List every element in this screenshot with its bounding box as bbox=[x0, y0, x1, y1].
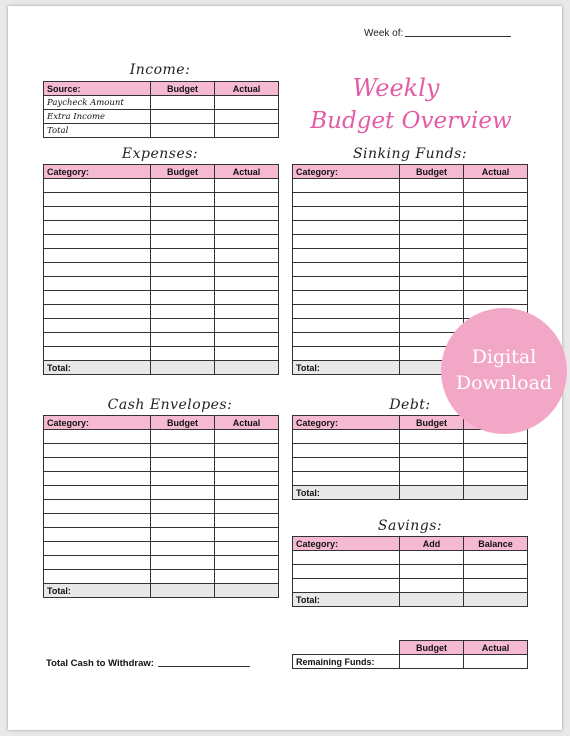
table-cell[interactable] bbox=[151, 277, 215, 291]
table-cell[interactable] bbox=[464, 179, 528, 193]
table-cell[interactable] bbox=[293, 291, 400, 305]
income-cell[interactable] bbox=[151, 124, 215, 138]
table-cell[interactable] bbox=[293, 551, 400, 565]
table-cell[interactable] bbox=[464, 235, 528, 249]
table-cell[interactable] bbox=[464, 193, 528, 207]
table-cell[interactable] bbox=[215, 542, 279, 556]
table-cell[interactable] bbox=[215, 277, 279, 291]
table-cell[interactable] bbox=[151, 291, 215, 305]
remaining-funds-label: Remaining Funds: bbox=[293, 655, 400, 669]
income-cell[interactable] bbox=[215, 110, 279, 124]
table-cell[interactable] bbox=[400, 430, 464, 444]
cash-col-budget: Budget bbox=[151, 416, 215, 430]
table-cell[interactable] bbox=[44, 542, 151, 556]
table-cell[interactable] bbox=[293, 458, 400, 472]
week-of-label: Week of: bbox=[364, 28, 404, 39]
table-row bbox=[44, 486, 279, 500]
savings-col-category: Category: bbox=[293, 537, 400, 551]
table-cell[interactable] bbox=[464, 472, 528, 486]
table-row bbox=[293, 221, 528, 235]
table-row bbox=[44, 179, 279, 193]
table-cell[interactable] bbox=[293, 319, 400, 333]
table-row bbox=[293, 291, 528, 305]
table-cell[interactable] bbox=[400, 305, 464, 319]
table-cell[interactable] bbox=[215, 514, 279, 528]
table-cell[interactable] bbox=[215, 472, 279, 486]
sinking-header-row bbox=[293, 165, 528, 179]
expenses-total-budget[interactable] bbox=[151, 361, 215, 375]
table-cell[interactable] bbox=[44, 221, 151, 235]
expenses-total-row bbox=[44, 361, 279, 375]
sinking-col-budget: Budget bbox=[400, 165, 464, 179]
table-cell[interactable] bbox=[215, 347, 279, 361]
table-cell[interactable] bbox=[151, 542, 215, 556]
table-cell[interactable] bbox=[151, 263, 215, 277]
table-cell[interactable] bbox=[44, 207, 151, 221]
table-cell[interactable] bbox=[44, 319, 151, 333]
cash-withdraw-label: Total Cash to Withdraw: bbox=[46, 658, 154, 669]
table-cell[interactable] bbox=[151, 207, 215, 221]
table-cell[interactable] bbox=[215, 207, 279, 221]
cash-envelopes-table bbox=[43, 415, 279, 598]
debt-total-actual[interactable] bbox=[464, 486, 528, 500]
table-row bbox=[44, 500, 279, 514]
debt-col-budget: Budget bbox=[400, 416, 464, 430]
income-col-actual: Actual bbox=[215, 82, 279, 96]
table-cell[interactable] bbox=[400, 179, 464, 193]
table-cell[interactable] bbox=[151, 221, 215, 235]
table-cell[interactable] bbox=[151, 458, 215, 472]
income-cell[interactable] bbox=[215, 96, 279, 110]
income-cell[interactable] bbox=[215, 124, 279, 138]
table-row bbox=[293, 565, 528, 579]
table-row bbox=[293, 193, 528, 207]
table-row bbox=[293, 179, 528, 193]
table-cell[interactable] bbox=[44, 472, 151, 486]
table-row bbox=[44, 333, 279, 347]
remaining-actual-cell[interactable] bbox=[464, 655, 528, 669]
table-cell[interactable] bbox=[44, 235, 151, 249]
table-cell[interactable] bbox=[44, 458, 151, 472]
remaining-funds-table bbox=[292, 640, 528, 669]
table-cell[interactable] bbox=[44, 249, 151, 263]
table-cell[interactable] bbox=[293, 207, 400, 221]
savings-total-label: Total: bbox=[293, 593, 400, 607]
week-of-field[interactable] bbox=[364, 27, 511, 39]
table-cell[interactable] bbox=[44, 556, 151, 570]
table-cell[interactable] bbox=[464, 579, 528, 593]
table-cell[interactable] bbox=[215, 458, 279, 472]
table-cell[interactable] bbox=[400, 319, 464, 333]
table-cell[interactable] bbox=[215, 193, 279, 207]
income-row-label: Paycheck Amount bbox=[44, 96, 151, 110]
table-cell[interactable] bbox=[44, 444, 151, 458]
remaining-blank-cell bbox=[293, 641, 400, 655]
table-cell[interactable] bbox=[151, 305, 215, 319]
income-row-label: Total bbox=[44, 124, 151, 138]
table-cell[interactable] bbox=[293, 305, 400, 319]
badge-line-2: Download bbox=[455, 372, 553, 394]
remaining-row bbox=[293, 655, 528, 669]
table-cell[interactable] bbox=[293, 179, 400, 193]
table-cell[interactable] bbox=[44, 430, 151, 444]
table-cell[interactable] bbox=[400, 579, 464, 593]
table-cell[interactable] bbox=[293, 277, 400, 291]
table-row bbox=[44, 193, 279, 207]
table-row bbox=[293, 277, 528, 291]
table-row bbox=[44, 556, 279, 570]
table-row bbox=[293, 235, 528, 249]
table-cell[interactable] bbox=[151, 528, 215, 542]
table-cell[interactable] bbox=[293, 430, 400, 444]
cash-total-row bbox=[44, 584, 279, 598]
savings-total-add[interactable] bbox=[400, 593, 464, 607]
savings-col-add: Add bbox=[400, 537, 464, 551]
table-row bbox=[44, 542, 279, 556]
expenses-heading: Expenses: bbox=[121, 146, 199, 162]
table-cell[interactable] bbox=[400, 444, 464, 458]
debt-total-label: Total: bbox=[293, 486, 400, 500]
table-cell[interactable] bbox=[215, 263, 279, 277]
table-row bbox=[293, 579, 528, 593]
table-cell[interactable] bbox=[293, 472, 400, 486]
income-heading: Income: bbox=[129, 62, 191, 78]
cash-withdraw-line bbox=[158, 657, 250, 667]
sinking-funds-heading: Sinking Funds: bbox=[352, 146, 468, 162]
expenses-col-category: Category: bbox=[44, 165, 151, 179]
expenses-col-actual: Actual bbox=[215, 165, 279, 179]
table-cell[interactable] bbox=[215, 179, 279, 193]
table-cell[interactable] bbox=[293, 193, 400, 207]
table-cell[interactable] bbox=[464, 458, 528, 472]
income-table bbox=[43, 81, 279, 138]
table-cell[interactable] bbox=[44, 277, 151, 291]
table-row bbox=[44, 249, 279, 263]
debt-total-row bbox=[293, 486, 528, 500]
cash-total-actual[interactable] bbox=[215, 584, 279, 598]
expenses-header-row bbox=[44, 165, 279, 179]
table-cell[interactable] bbox=[293, 235, 400, 249]
table-cell[interactable] bbox=[151, 179, 215, 193]
title-weekly: Weekly bbox=[352, 74, 440, 102]
table-cell[interactable] bbox=[151, 472, 215, 486]
cash-withdraw-field[interactable] bbox=[46, 657, 250, 669]
table-cell[interactable] bbox=[151, 193, 215, 207]
digital-download-badge bbox=[441, 308, 567, 434]
savings-total-balance[interactable] bbox=[464, 593, 528, 607]
remaining-col-budget: Budget bbox=[400, 641, 464, 655]
table-row bbox=[44, 263, 279, 277]
table-cell[interactable] bbox=[464, 551, 528, 565]
table-cell[interactable] bbox=[400, 458, 464, 472]
table-cell[interactable] bbox=[151, 570, 215, 584]
table-row bbox=[44, 221, 279, 235]
table-row bbox=[44, 514, 279, 528]
remaining-budget-cell[interactable] bbox=[400, 655, 464, 669]
table-cell[interactable] bbox=[464, 221, 528, 235]
sinking-col-category: Category: bbox=[293, 165, 400, 179]
table-row bbox=[293, 444, 528, 458]
table-row bbox=[44, 207, 279, 221]
table-row bbox=[44, 305, 279, 319]
table-cell[interactable] bbox=[151, 514, 215, 528]
income-col-source: Source: bbox=[44, 82, 151, 96]
expenses-total-label: Total: bbox=[44, 361, 151, 375]
table-cell[interactable] bbox=[215, 305, 279, 319]
table-row bbox=[293, 263, 528, 277]
table-cell[interactable] bbox=[44, 514, 151, 528]
table-cell[interactable] bbox=[400, 249, 464, 263]
cash-total-budget[interactable] bbox=[151, 584, 215, 598]
table-cell[interactable] bbox=[400, 263, 464, 277]
sinking-col-actual: Actual bbox=[464, 165, 528, 179]
table-row bbox=[44, 347, 279, 361]
debt-total-budget[interactable] bbox=[400, 486, 464, 500]
expenses-table bbox=[43, 164, 279, 375]
table-cell[interactable] bbox=[400, 291, 464, 305]
table-cell[interactable] bbox=[400, 221, 464, 235]
remaining-header-row bbox=[293, 641, 528, 655]
table-cell[interactable] bbox=[215, 319, 279, 333]
table-cell[interactable] bbox=[215, 430, 279, 444]
expenses-total-actual[interactable] bbox=[215, 361, 279, 375]
table-row bbox=[44, 570, 279, 584]
table-cell[interactable] bbox=[215, 570, 279, 584]
table-cell[interactable] bbox=[44, 486, 151, 500]
cash-envelopes-heading: Cash Envelopes: bbox=[107, 397, 233, 413]
table-cell[interactable] bbox=[44, 347, 151, 361]
income-cell[interactable] bbox=[151, 110, 215, 124]
table-cell[interactable] bbox=[464, 263, 528, 277]
table-row bbox=[293, 207, 528, 221]
table-row bbox=[44, 235, 279, 249]
table-cell[interactable] bbox=[400, 551, 464, 565]
savings-total-row bbox=[293, 593, 528, 607]
table-row bbox=[44, 277, 279, 291]
table-cell[interactable] bbox=[151, 556, 215, 570]
table-cell[interactable] bbox=[293, 333, 400, 347]
table-row bbox=[293, 551, 528, 565]
table-cell[interactable] bbox=[215, 444, 279, 458]
table-cell[interactable] bbox=[44, 291, 151, 305]
table-cell[interactable] bbox=[215, 249, 279, 263]
cash-header-row bbox=[44, 416, 279, 430]
table-cell[interactable] bbox=[44, 305, 151, 319]
table-row bbox=[44, 319, 279, 333]
table-cell[interactable] bbox=[400, 565, 464, 579]
debt-col-category: Category: bbox=[293, 416, 400, 430]
table-row bbox=[293, 249, 528, 263]
table-cell[interactable] bbox=[464, 207, 528, 221]
table-cell[interactable] bbox=[293, 249, 400, 263]
income-row-extra bbox=[44, 110, 279, 124]
table-cell[interactable] bbox=[44, 528, 151, 542]
table-cell[interactable] bbox=[400, 277, 464, 291]
table-row bbox=[44, 528, 279, 542]
table-cell[interactable] bbox=[464, 249, 528, 263]
table-cell[interactable] bbox=[293, 221, 400, 235]
table-cell[interactable] bbox=[44, 179, 151, 193]
savings-header-row bbox=[293, 537, 528, 551]
table-cell[interactable] bbox=[400, 235, 464, 249]
savings-col-balance: Balance bbox=[464, 537, 528, 551]
expenses-col-budget: Budget bbox=[151, 165, 215, 179]
week-of-line bbox=[405, 27, 511, 37]
remaining-col-actual: Actual bbox=[464, 641, 528, 655]
table-cell[interactable] bbox=[44, 263, 151, 277]
income-cell[interactable] bbox=[151, 96, 215, 110]
table-cell[interactable] bbox=[400, 207, 464, 221]
table-cell[interactable] bbox=[215, 291, 279, 305]
table-cell[interactable] bbox=[215, 556, 279, 570]
table-cell[interactable] bbox=[151, 347, 215, 361]
table-cell[interactable] bbox=[293, 579, 400, 593]
table-cell[interactable] bbox=[215, 333, 279, 347]
table-row bbox=[44, 430, 279, 444]
table-cell[interactable] bbox=[151, 444, 215, 458]
table-cell[interactable] bbox=[400, 472, 464, 486]
income-row-paycheck bbox=[44, 96, 279, 110]
table-cell[interactable] bbox=[215, 235, 279, 249]
table-cell[interactable] bbox=[44, 500, 151, 514]
table-cell[interactable] bbox=[464, 291, 528, 305]
table-cell[interactable] bbox=[151, 319, 215, 333]
table-cell[interactable] bbox=[293, 347, 400, 361]
table-cell[interactable] bbox=[215, 528, 279, 542]
table-cell[interactable] bbox=[293, 565, 400, 579]
income-row-total bbox=[44, 124, 279, 138]
badge-line-1: Digital bbox=[471, 346, 537, 368]
table-cell[interactable] bbox=[151, 430, 215, 444]
table-cell[interactable] bbox=[400, 193, 464, 207]
table-cell[interactable] bbox=[293, 263, 400, 277]
table-row bbox=[44, 444, 279, 458]
table-cell[interactable] bbox=[215, 486, 279, 500]
table-row bbox=[44, 458, 279, 472]
income-col-budget: Budget bbox=[151, 82, 215, 96]
table-cell[interactable] bbox=[151, 486, 215, 500]
table-cell[interactable] bbox=[151, 333, 215, 347]
cash-col-category: Category: bbox=[44, 416, 151, 430]
savings-heading: Savings: bbox=[377, 518, 443, 534]
table-row bbox=[293, 472, 528, 486]
table-cell[interactable] bbox=[151, 500, 215, 514]
title-budget-overview: Budget Overview bbox=[310, 108, 512, 134]
cash-col-actual: Actual bbox=[215, 416, 279, 430]
table-cell[interactable] bbox=[215, 500, 279, 514]
table-cell[interactable] bbox=[464, 444, 528, 458]
income-row-label: Extra Income bbox=[44, 110, 151, 124]
table-row bbox=[44, 472, 279, 486]
sinking-total-label: Total: bbox=[293, 361, 400, 375]
income-header-row bbox=[44, 82, 279, 96]
debt-heading: Debt: bbox=[389, 397, 431, 413]
table-cell[interactable] bbox=[293, 444, 400, 458]
table-cell[interactable] bbox=[151, 249, 215, 263]
table-cell[interactable] bbox=[464, 565, 528, 579]
table-cell[interactable] bbox=[464, 277, 528, 291]
table-cell[interactable] bbox=[44, 193, 151, 207]
table-cell[interactable] bbox=[215, 221, 279, 235]
table-cell[interactable] bbox=[44, 333, 151, 347]
table-row bbox=[293, 458, 528, 472]
table-row bbox=[44, 291, 279, 305]
cash-total-label: Total: bbox=[44, 584, 151, 598]
table-cell[interactable] bbox=[151, 235, 215, 249]
table-cell[interactable] bbox=[44, 570, 151, 584]
savings-table bbox=[292, 536, 528, 607]
